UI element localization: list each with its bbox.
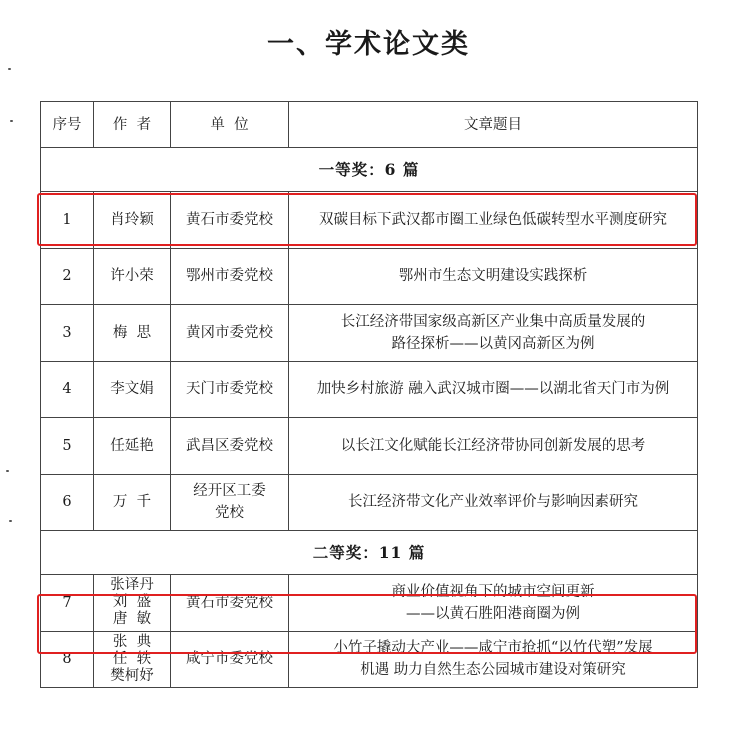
scan-speck <box>8 68 11 70</box>
table-row <box>41 305 698 362</box>
page-title: 一、学术论文类 <box>267 29 470 60</box>
table-row <box>41 192 698 249</box>
table-row <box>41 631 698 688</box>
row-title: 双碳目标下武汉都市圈工业绿色低碳转型水平测度研究 <box>289 192 698 249</box>
row-title: 小竹子撬动大产业——咸宁市抢抓“以竹代塑”发展 机遇 助力自然生态公园城市建设对策研究 <box>289 631 698 688</box>
row-title: 商业价值视角下的城市空间更新 ——以黄石胜阳港商圈为例 <box>289 575 698 632</box>
group-header-second-prize <box>41 531 698 575</box>
row-index: 3 <box>41 305 94 362</box>
row-title: 长江经济带文化产业效率评价与影响因素研究 <box>289 474 698 531</box>
row-unit: 黄石市委党校 <box>171 575 289 632</box>
row-index: 8 <box>41 631 94 688</box>
row-unit: 武昌区委党校 <box>171 418 289 475</box>
header-paper-title: 文章题目 <box>289 102 698 148</box>
header-unit: 单 位 <box>171 102 289 148</box>
row-title: 以长江文化赋能长江经济带协同创新发展的思考 <box>289 418 698 475</box>
header-index: 序号 <box>41 102 94 148</box>
row-index: 4 <box>41 361 94 418</box>
row-index: 5 <box>41 418 94 475</box>
row-unit: 经开区工委 党校 <box>171 474 289 531</box>
row-author: 肖玲颖 <box>94 192 171 249</box>
row-unit: 天门市委党校 <box>171 361 289 418</box>
table-row <box>41 575 698 632</box>
row-title: 长江经济带国家级高新区产业集中高质量发展的 路径探析——以黄冈高新区为例 <box>289 305 698 362</box>
group-label: 一等奖：6 篇 <box>41 148 698 192</box>
row-author: 万 千 <box>94 474 171 531</box>
table-row <box>41 361 698 418</box>
row-index: 6 <box>41 474 94 531</box>
table-header-row <box>41 102 698 148</box>
group-header-first-prize <box>41 148 698 192</box>
row-author: 张译丹 刘 盛 唐 敏 <box>94 575 171 632</box>
table-row <box>41 418 698 475</box>
group-label: 二等奖：11 篇 <box>41 531 698 575</box>
row-author: 李文娟 <box>94 361 171 418</box>
table-row <box>41 248 698 305</box>
scan-speck <box>10 120 13 122</box>
row-index: 7 <box>41 575 94 632</box>
row-unit: 黄石市委党校 <box>171 192 289 249</box>
row-title: 加快乡村旅游 融入武汉城市圈——以湖北省天门市为例 <box>289 361 698 418</box>
row-author: 梅 思 <box>94 305 171 362</box>
row-unit: 黄冈市委党校 <box>171 305 289 362</box>
row-author: 任延艳 <box>94 418 171 475</box>
row-author: 许小荣 <box>94 248 171 305</box>
row-index: 1 <box>41 192 94 249</box>
table-row <box>41 474 698 531</box>
award-table <box>40 101 698 688</box>
scan-speck <box>9 520 12 522</box>
row-title: 鄂州市生态文明建设实践探析 <box>289 248 698 305</box>
row-unit: 咸宁市委党校 <box>171 631 289 688</box>
row-author: 张 典 任 轶 樊柯妤 <box>94 631 171 688</box>
header-author: 作 者 <box>94 102 171 148</box>
scan-speck <box>6 470 9 472</box>
row-index: 2 <box>41 248 94 305</box>
row-unit: 鄂州市委党校 <box>171 248 289 305</box>
